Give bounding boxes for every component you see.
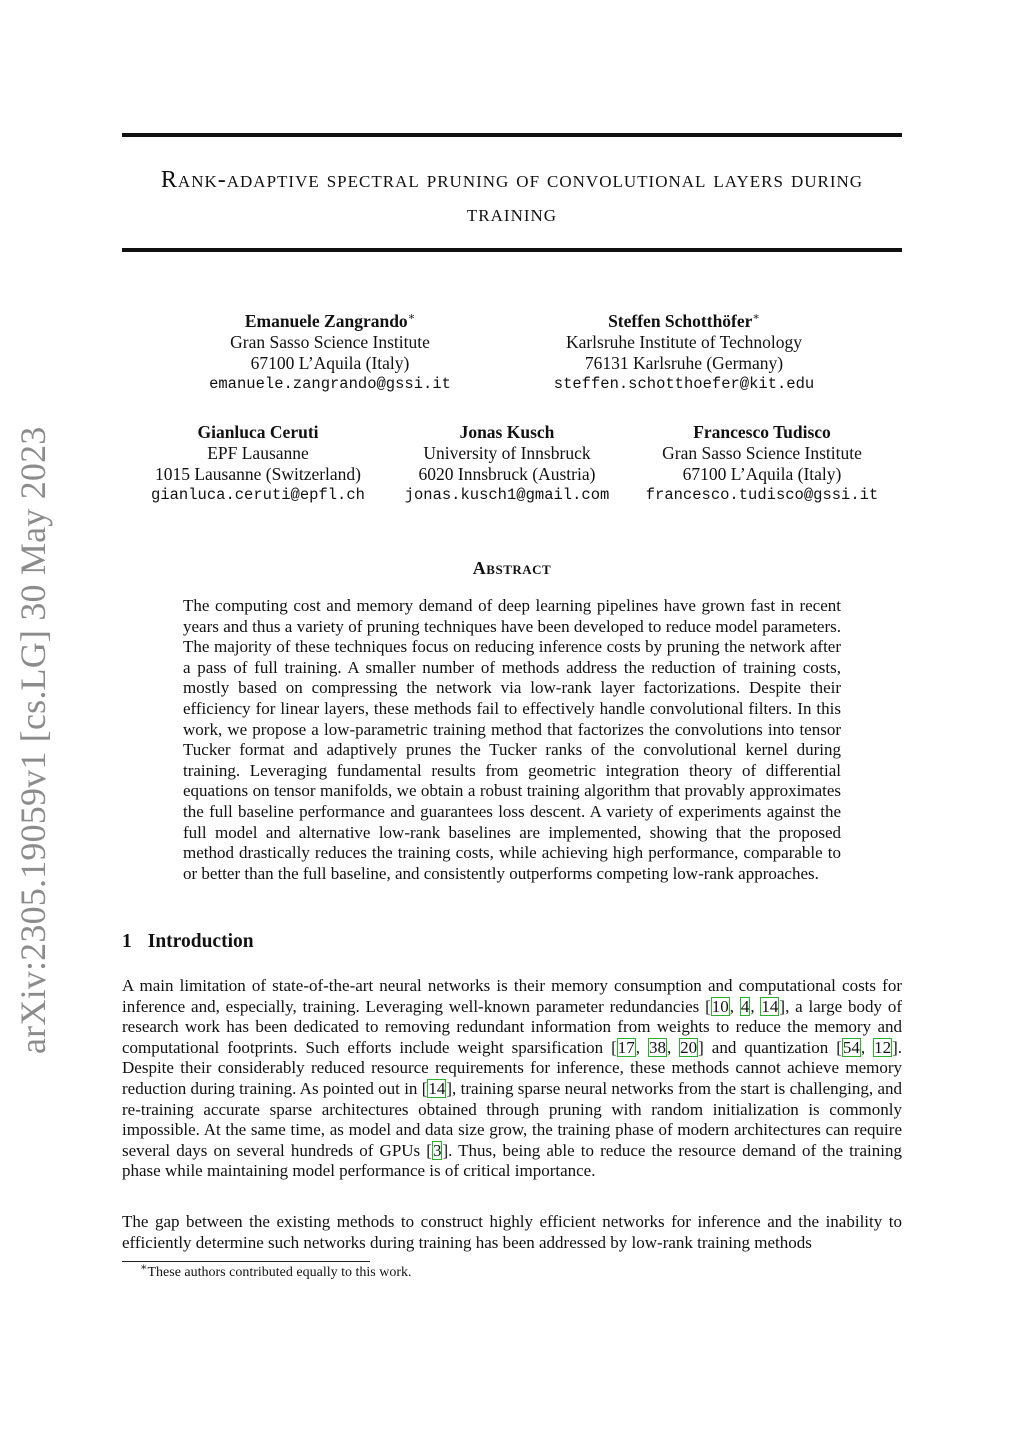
arxiv-identifier-stamp: arXiv:2305.19059v1 [cs.LG] 30 May 2023 [13, 426, 53, 1054]
citation-link[interactable]: 10 [711, 996, 729, 1016]
citation-link[interactable]: 3 [432, 1140, 442, 1160]
paper-title: Rank-adaptive spectral pruning of convolutional layers during training [160, 167, 864, 227]
author-block-3 [133, 422, 383, 506]
paragraph-text: ], training sparse neural networks from the start is challenging, and re-training accurate sparse architectures obtained through pruning with random initialization is commonly impossible. At the same time, as model and data size grow, the training phase of modern architectures can require several days on several hundreds of GPUs [ [122, 1078, 903, 1160]
citation-link[interactable]: 4 [740, 996, 750, 1016]
author-name: Jonas Kusch [459, 422, 555, 442]
abstract-heading: Abstract [472, 558, 552, 578]
author-affiliation: Karlsruhe Institute of Technology [565, 332, 803, 352]
author-block-4 [392, 422, 622, 506]
paragraph-text: ]. Thus, being able to reduce the resource demand of the training phase while maintaining model performance is of critical importance. [122, 1140, 903, 1181]
equal-contribution-mark: ∗ [752, 311, 760, 324]
author-affiliation: EPF Lausanne [207, 443, 309, 463]
footnote-rule [122, 1261, 370, 1262]
author-address: 67100 L’Aquila (Italy) [682, 464, 842, 484]
author-affiliation: Gran Sasso Science Institute [662, 443, 862, 463]
footnote-text: These authors contributed equally to this work. [147, 1265, 412, 1280]
footnote-mark: ∗ [140, 1261, 148, 1274]
title-bottom-rule [122, 248, 902, 252]
citation-link[interactable]: 20 [680, 1037, 698, 1057]
citation-link[interactable]: 38 [648, 1037, 666, 1057]
author-address: 1015 Lausanne (Switzerland) [154, 464, 362, 484]
footnote [140, 1261, 412, 1282]
author-email: steffen.schotthoefer@kit.edu [553, 375, 815, 393]
author-affiliation: Gran Sasso Science Institute [230, 332, 430, 352]
citation-link[interactable]: 12 [874, 1037, 892, 1057]
citation-link[interactable]: 14 [761, 996, 779, 1016]
citation-link[interactable]: 17 [617, 1037, 635, 1057]
author-name: Gianluca Ceruti [197, 422, 319, 442]
author-email: emanuele.zangrando@gssi.it [209, 375, 451, 393]
paragraph-text: ], a large body of research work has been dedicated to removing redundant information from weights to reduce the memory and computational footprints. Such efforts include weight sparsification [ [122, 996, 903, 1057]
section-title: Introduction [147, 931, 254, 952]
title-top-rule [122, 133, 902, 137]
author-name: Steffen Schotthöfer [608, 311, 753, 331]
author-block-2 [534, 311, 834, 395]
author-email: francesco.tudisco@gssi.it [645, 486, 879, 504]
abstract-text: The computing cost and memory demand of deep learning pipelines have grown fast in recent years and thus a variety of pruning techniques have been developed to reduce model parameters. The majority of these techniques focus on reducing inference costs by pruning the network after a pass of full training. A smaller number of methods address the reduction of training costs, mostly based on compressing the network via low-rank layer factorizations. Despite their efficiency for linear layers, these methods fail to effectively handle convolutional filters. In this work, we propose a low-parametric training method that factorizes the convolutions into tensor Tucker format and adaptively prunes the Tucker ranks of the convolutional kernel during training. Leveraging fundamental results from geometric integration theory of differential equations on tensor manifolds, we obtain a robust training algorithm that provably approximates the full baseline performance and guarantees loss descent. A variety of experiments against the full model and alternative low-rank baselines are implemented, showing that the proposed method drastically reduces the training costs, while achieving high performance, comparable to or better than the full baseline, and consistently outperforms competing low-rank approaches. [183, 596, 841, 883]
introduction-paragraph-2: The gap between the existing methods to construct highly efficient networks for inference and the inability to efficiently determine such networks during training has been addressed by low-rank training methods [122, 1212, 902, 1252]
section-heading-introduction [122, 931, 254, 953]
equal-contribution-mark: ∗ [407, 311, 416, 324]
author-email: gianluca.ceruti@epfl.ch [151, 486, 365, 504]
paragraph-text: ]. Despite their considerably reduced resource requirements for inference, these methods cannot achieve memory reduction during training. As pointed out in [ [122, 1037, 902, 1098]
author-address: 67100 L’Aquila (Italy) [250, 353, 410, 373]
author-block-5 [632, 422, 892, 506]
citation-link[interactable]: 14 [428, 1078, 446, 1098]
author-address: 6020 Innsbruck (Austria) [418, 464, 596, 484]
author-affiliation: University of Innsbruck [423, 443, 591, 463]
paragraph-text: A main limitation of state-of-the-art neural networks is their memory consumption and computational costs for inference and, especially, training. Leveraging well-known parameter redundancies [ [122, 976, 902, 1016]
introduction-paragraph-1: A main limitation of state-of-the-art neural networks is their memory consumption and computational costs for inference and, especially, training. Leveraging well-known parameter redundancies [10, 4, 14], a large body of research work has been dedicated to removing redundant information from weights to reduce the memory and computational footprints. Such efforts include weight sparsification [17, 38, 20] and quantization [54, 12]. Despite their considerably reduced resource requirements for inference, these methods cannot achieve memory reduction during training. As pointed out in [14], training sparse neural networks from the start is challenging, and re-training accurate sparse architectures obtained through pruning with random initialization is commonly impossible. At the same time, as model and data size grow, the training phase of modern architectures can require several days on several hundreds of GPUs [3]. Thus, being able to reduce the resource demand of the training phase while maintaining model performance is of critical importance. [122, 976, 903, 1181]
paragraph-text: ] and quantization [ [698, 1037, 842, 1057]
section-number: 1 [122, 931, 132, 952]
author-email: jonas.kusch1@gmail.com [404, 486, 610, 504]
author-name: Emanuele Zangrando [244, 311, 408, 331]
author-block-1 [180, 311, 480, 395]
citation-link[interactable]: 54 [842, 1037, 860, 1057]
author-address: 76131 Karlsruhe (Germany) [584, 353, 784, 373]
author-name: Francesco Tudisco [693, 422, 831, 442]
